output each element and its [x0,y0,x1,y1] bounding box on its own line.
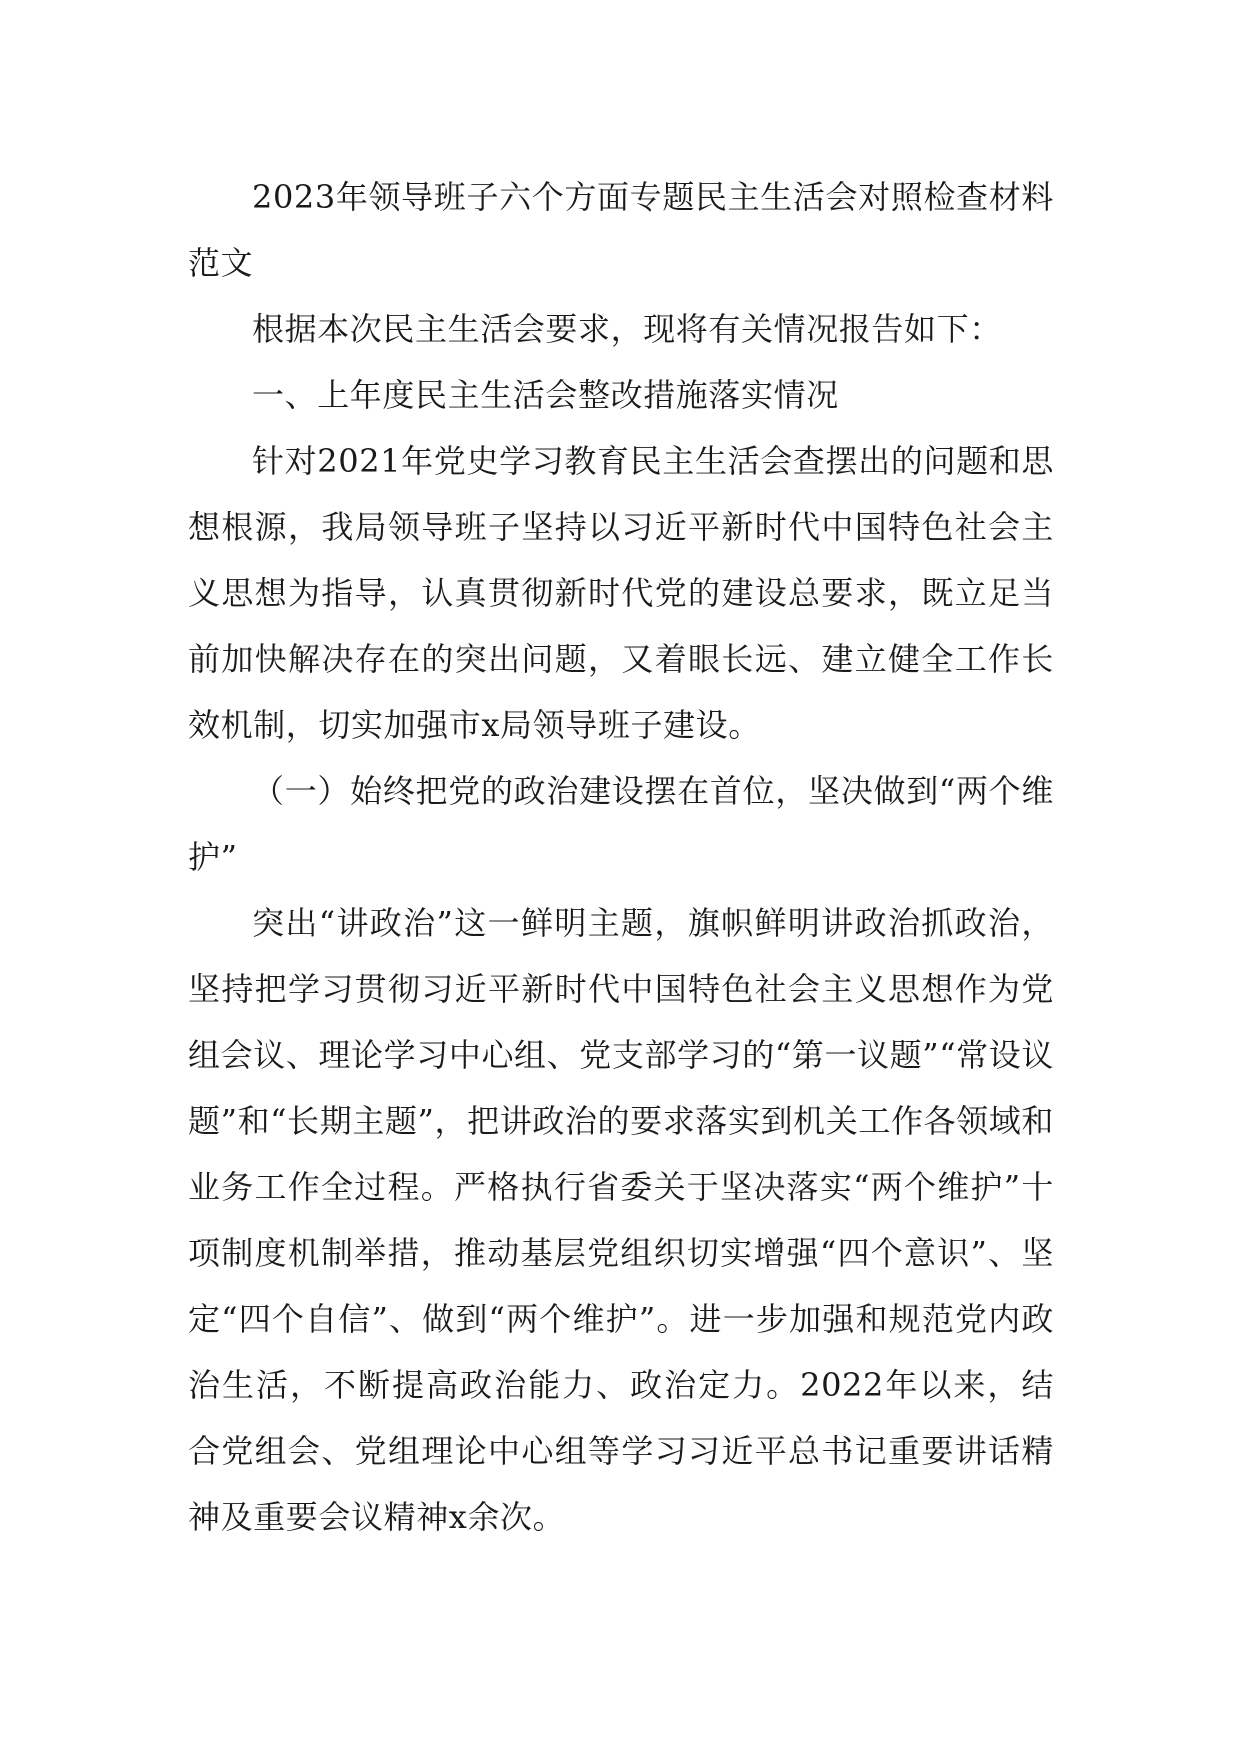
subsection-heading-1: （一）始终把党的政治建设摆在首位，坚决做到“两个维护” [188,772,1054,876]
paragraph-body-2: 突出“讲政治”这一鲜明主题，旗帜鲜明讲政治抓政治，坚持把学习贯彻习近平新时代中国特色社会主义思想作为党组会议、理论学习中心组、党支部学习的“第一议题”“常设议题”和“长期主题”，把讲政治的要求落实到机关工作各领域和业务工作全过程。严格执行省委关于坚决落实“两个维护”十项制度机制举措，推动基层党组织切实增强“四个意识”、坚定“四个自信”、做到“两个维护”。进一步加强和规范党内政治生活，不断提高政治能力、政治定力。2022年以来，结合党组会、党组理论中心组等学习习近平总书记重要讲话精神及重要会议精神x余次。 [188,904,1054,1536]
paragraph-body-1: 针对2021年党史学习教育民主生活会查摆出的问题和思想根源，我局领导班子坚持以习近平新时代中国特色社会主义思想为指导，认真贯彻新时代党的建设总要求，既立足当前加快解决存在的突出问题，又着眼长远、建立健全工作长效机制，切实加强市x局领导班子建设。 [188,442,1054,744]
document-title: 2023年领导班子六个方面专题民主生活会对照检查材料范文 [188,178,1054,282]
document-body [188,164,1054,1550]
section-heading-1: 一、上年度民主生活会整改措施落实情况 [252,376,839,414]
paragraph-intro: 根据本次民主生活会要求，现将有关情况报告如下： [252,310,1002,348]
